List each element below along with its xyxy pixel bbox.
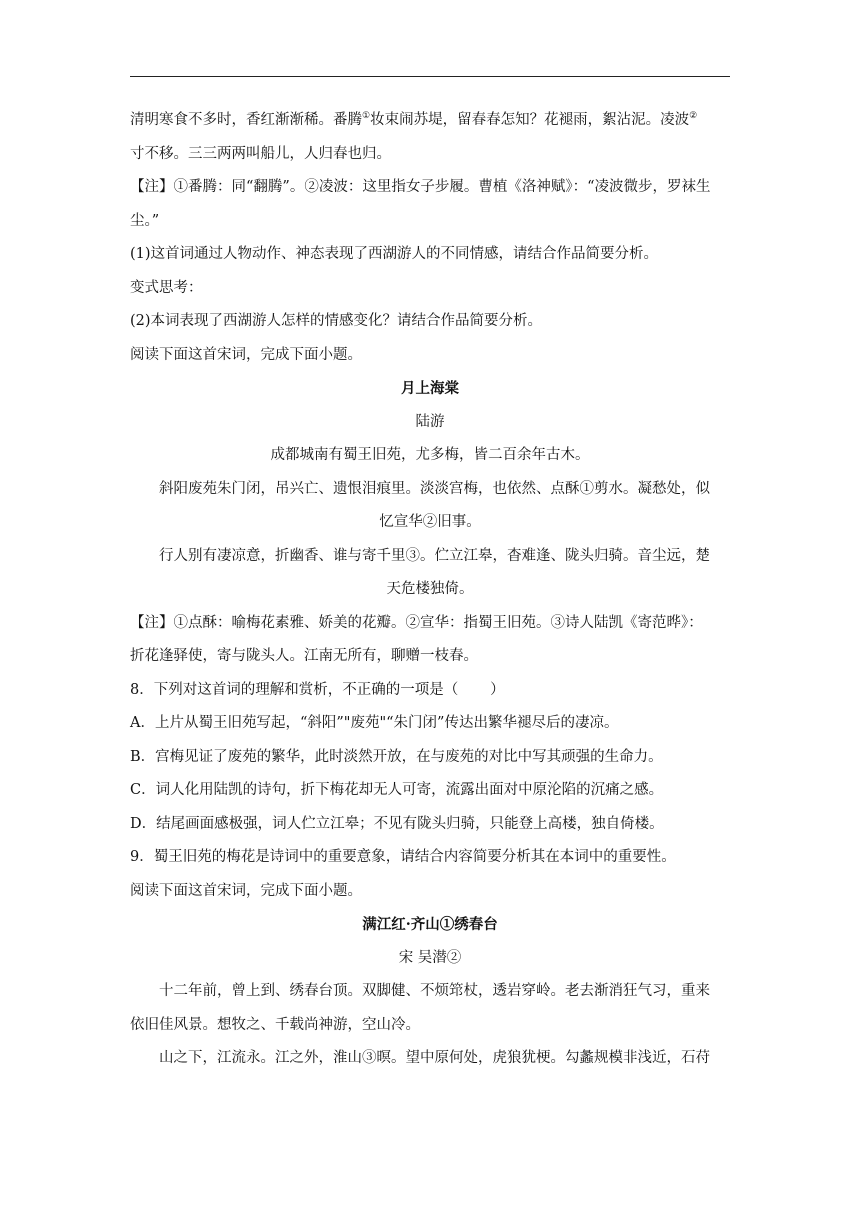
poem2-author: 陆游 (415, 413, 445, 430)
question-2: (2)本词表现了西湖游人怎样的情感变化？请结合作品简要分析。 (130, 313, 543, 329)
option-b: B．宫梅见证了废苑的繁华，此时淡然开放，在与废苑的对比中写其顽强的生命力。 (130, 748, 663, 765)
poem1-line2: 寸不移。三三两两叫船儿，人归春也归。 (130, 145, 391, 162)
poem1-line1: 清明寒食不多时，香红渐渐稀。番腾①妆束闹苏堤，留春春怎知？花褪雨，絮沾泥。凌波② (130, 111, 698, 128)
option-d: D．结尾画面感极强，词人伫立江皋；不见有陇头归骑，只能登上高楼，独自倚楼。 (130, 815, 664, 832)
poem2-stanza1-line2: 忆宣华②旧事。 (379, 514, 481, 530)
poem1-note-line1: 【注】①番腾：同“翻腾”。②凌波：这里指女子步履。曹植《洛神赋》：“凌波微步，罗袜生 (130, 179, 711, 195)
section3-intro: 阅读下面这首宋词，完成下面小题。 (130, 882, 362, 899)
poem3-stanza2-line1: 山之下，江流永。江之外，淮山③暝。望中原何处，虎狼犹梗。勾蠡规模非浅近，石苻 (159, 1050, 710, 1066)
footnote-mark: ② (689, 111, 698, 122)
poem3-title: 满江红·齐山①绣春台 (362, 916, 498, 933)
question-9: 9．蜀王旧苑的梅花是诗词中的重要意象，请结合内容简要分析其在本词中的重要性。 (130, 849, 676, 865)
poem2-stanza2-line2: 天危楼独倚。 (386, 581, 474, 597)
poem2-stanza2-line1: 行人别有凄凉意，折幽香、谁与寄千里③。伫立江皋，杳难逢、陇头归骑。音尘远，楚 (159, 547, 710, 564)
poem2-note-line1: 【注】①点酥：喻梅花素雅、娇美的花瓣。②宣华：指蜀王旧苑。③诗人陆凯《寄范晔》： (130, 614, 703, 631)
section2-intro: 阅读下面这首宋词，完成下面小题。 (130, 346, 362, 363)
document-body (130, 104, 730, 1076)
poem3-stanza1-line2: 依旧佳风景。想牧之、千载尚神游，空山冷。 (130, 1016, 420, 1033)
option-a: A．上片从蜀王旧苑写起，“斜阳”"废苑"“朱门闭”传达出繁华褪尽后的凄凉。 (130, 715, 619, 731)
question-1: (1)这首词通过人物动作、神态表现了西湖游人的不同情感，请结合作品简要分析。 (130, 246, 659, 262)
poem3-author: 宋 吴潜② (398, 949, 462, 966)
poem3-stanza1-line1: 十二年前，曾上到、绣春台顶。双脚健、不烦筇杖，透岩穿岭。老去渐消狂气习，重来 (159, 983, 710, 999)
question-8: 8．下列对这首词的理解和赏析，不正确的一项是（ ） (130, 681, 505, 698)
variant-label: 变式思考： (130, 279, 203, 296)
footnote-mark: ① (362, 111, 371, 122)
poem2-title: 月上海棠 (401, 380, 459, 397)
poem1-note-line2: 尘。” (130, 212, 160, 229)
poem2-note-line2: 折花逢驿使，寄与陇头人。江南无所有，聊赠一枝春。 (130, 648, 478, 664)
poem2-stanza1-line1: 斜阳废苑朱门闭，吊兴亡、遗恨泪痕里。淡淡宫梅，也依然、点酥①剪水。凝愁处，似 (159, 480, 710, 497)
option-c: C．词人化用陆凯的诗句，折下梅花却无人可寄，流露出面对中原沦陷的沉痛之感。 (130, 782, 664, 798)
poem2-preface: 成都城南有蜀王旧苑，尤多梅，皆二百余年古木。 (270, 447, 590, 463)
header-rule (130, 76, 730, 77)
